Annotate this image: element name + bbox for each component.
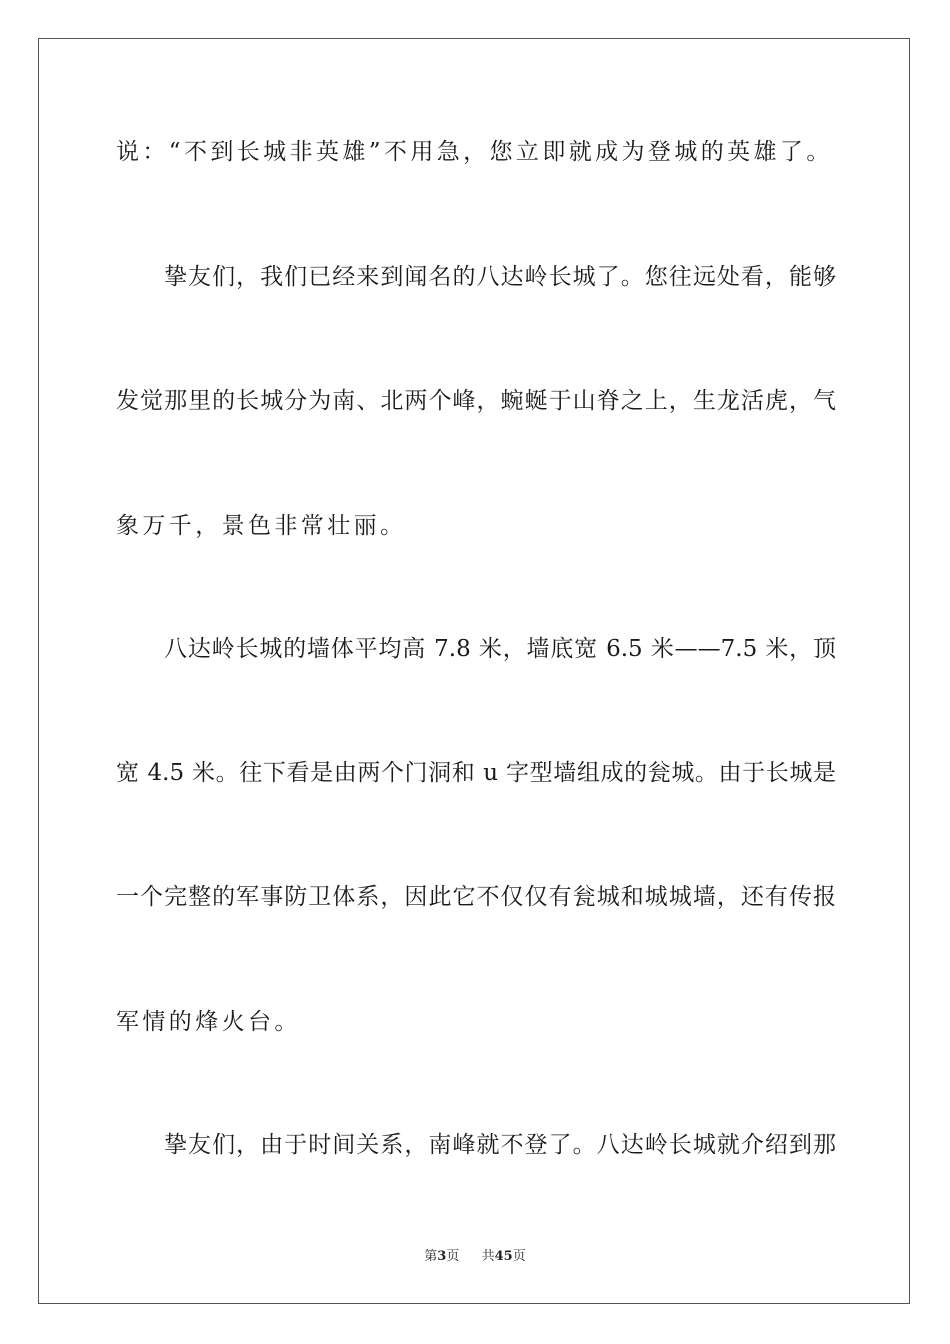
page-footer — [0, 1248, 950, 1266]
page-suffix: 页 — [446, 1249, 460, 1264]
page-border — [38, 38, 910, 1304]
text-line-5: 八达岭长城的墙体平均高 7.8 米，墙底宽 6.5 米——7.5 米，顶 — [164, 636, 836, 662]
text-line-4: 象万千，景色非常壮丽。 — [116, 513, 407, 539]
text-line-8: 军情的烽火台。 — [116, 1009, 301, 1035]
text-line-1: 说：“不到长城非英雄”不用急，您立即就成为登城的英雄了。 — [116, 139, 833, 165]
text-line-2: 挚友们，我们已经来到闻名的八达岭长城了。您往远处看，能够 — [164, 264, 836, 290]
page-number: 3 — [437, 1249, 447, 1264]
text-line-6: 宽 4.5 米。往下看是由两个门洞和 u 字型墙组成的瓮城。由于长城是 — [116, 760, 836, 786]
text-line-3: 发觉那里的长城分为南、北两个峰，蜿蜒于山脊之上，生龙活虎，气 — [116, 388, 836, 414]
text-line-9: 挚友们，由于时间关系，南峰就不登了。八达岭长城就介绍到那 — [164, 1132, 836, 1158]
total-prefix: 共 — [481, 1249, 495, 1264]
text-line-7: 一个完整的军事防卫体系，因此它不仅仅有瓮城和城城墙，还有传报 — [116, 884, 836, 910]
total-pages: 45 — [494, 1249, 513, 1264]
total-suffix: 页 — [512, 1249, 526, 1264]
page-prefix: 第 — [424, 1249, 438, 1264]
